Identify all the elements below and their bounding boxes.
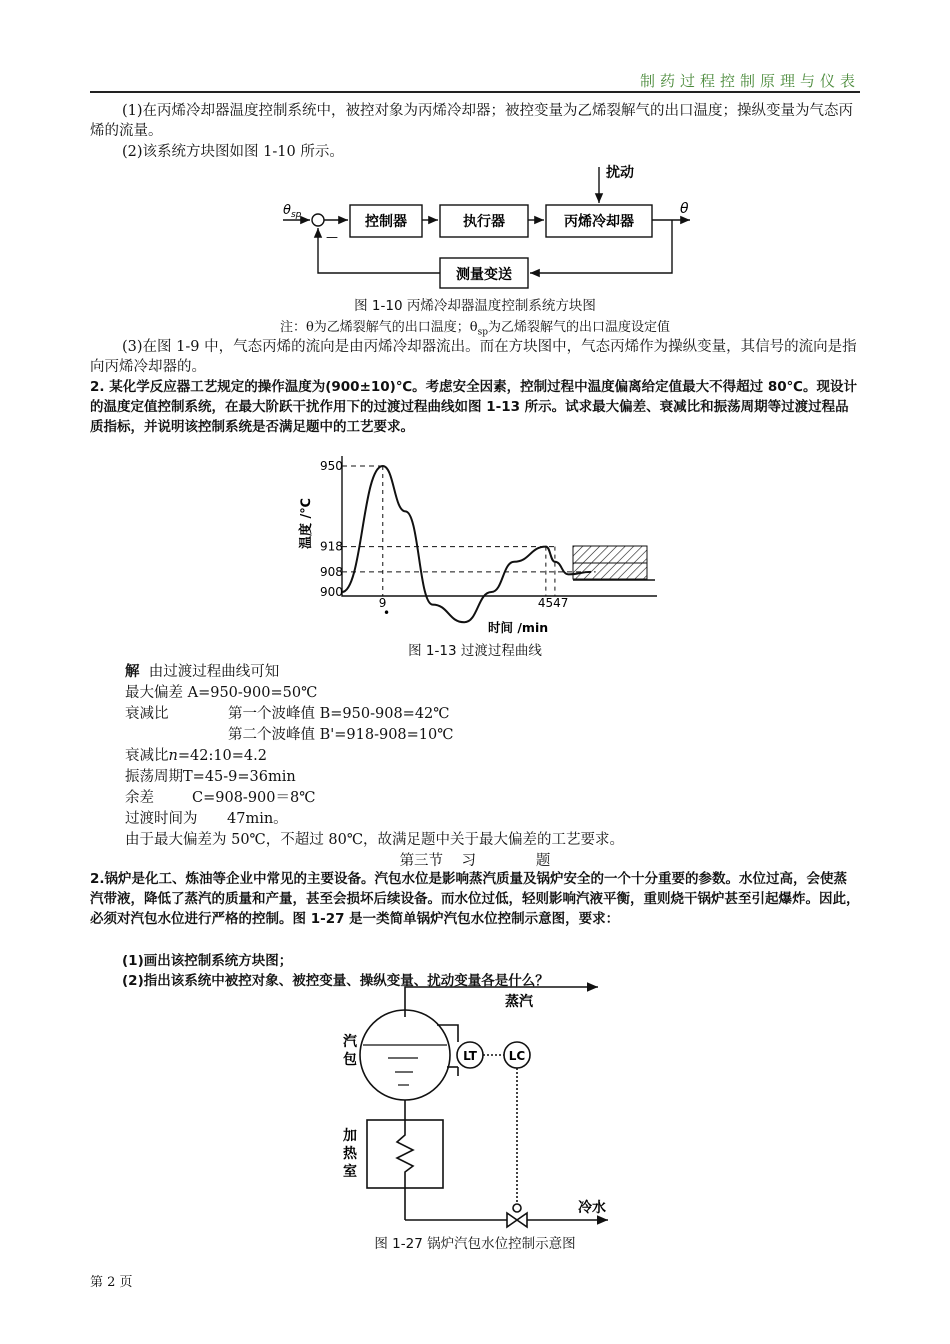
- q1-paragraph-2: (2)该系统方块图如图 1-10 所示。: [122, 144, 344, 160]
- drum-label-1: 汽: [343, 1034, 357, 1050]
- disturbance-label: 扰动: [606, 165, 634, 181]
- controller-label: 控制器: [365, 214, 407, 230]
- q2-paragraph: 2. 某化学反应器工艺规定的操作温度为(900±10)℃。考虑安全因素，控制过程中温度偏离给定值最大不得超过 80℃。现设计的温度定值控制系统，在最大阶跃干扰作用下的过渡过程曲线如图 1-13 所示。试求最大偏差、衰减比和振荡周期等过渡过程品质指标，并说明该控制系统是否满足题中的工艺要求。: [90, 379, 858, 435]
- q3-paragraph-3: (2)指出该系统中被控对象、被控变量、操纵变量、扰动变量各是什么？: [122, 973, 549, 989]
- solution-settling-value: 47min。: [227, 811, 288, 827]
- actuator-label: 执行器: [463, 214, 505, 230]
- steam-pipe: [405, 987, 598, 1017]
- solution-offset-label: 余差: [125, 790, 154, 806]
- control-valve-left: [507, 1213, 517, 1227]
- fig-1-10-note: 注：θ为乙烯裂解气的出口温度；$\theta_{sp}$为乙烯裂解气的出口温度设定值: [279, 320, 671, 338]
- drum-label-2: 包: [343, 1052, 357, 1068]
- solution-conclusion: 由于最大偏差为 50℃，不超过 80℃，故满足题中关于最大偏差的工艺要求。: [125, 832, 625, 848]
- solution-period: 振荡周期T=45-9=36min: [125, 769, 296, 785]
- chart-ylabel: 温度 /℃: [299, 497, 314, 549]
- solution-max-deviation: 最大偏差 A=950-900=50℃: [125, 685, 318, 701]
- heat-label-3: 室: [343, 1164, 357, 1180]
- fig-1-10-caption: 图 1-10 丙烯冷却器温度控制系统方块图: [354, 298, 596, 314]
- q3-paragraph-1: 2.锅炉是化工、炼油等企业中常见的主要设备。汽包水位是影响蒸汽质量及锅炉安全的一个十分重要的参数。水位过高，会使蒸汽带液，降低了蒸汽的质量和产量，甚至会损坏后续设备。而水位过低，轻则影响汽液平衡，重则烧干锅炉甚至引起爆炸。因此，必须对汽包水位进行严格的控制。图 1-27 是一类简单锅炉汽包水位控制示意图，要求：: [90, 871, 860, 927]
- y-tick-label: 908: [320, 564, 343, 579]
- q1-paragraph-1: (1)在丙烯冷却器温度控制系统中，被控对象为丙烯冷却器；被控变量为乙烯裂解气的出口温度；操纵变量为气态丙烯的流量。: [90, 103, 854, 139]
- q3-paragraph-2: (1)画出该控制系统方块图；: [122, 953, 293, 969]
- solution-decay-label: 衰减比: [125, 706, 169, 722]
- solution-second-peak: 第二个波峰值 B'=918-908=10℃: [228, 727, 454, 743]
- y-tick-label: 950: [320, 459, 343, 473]
- heat-label-2: 热: [343, 1146, 357, 1162]
- section-heading: 第三节 习 题: [399, 853, 551, 869]
- input-label: $\theta_{sp}$: [283, 203, 302, 220]
- lt-label: LT: [463, 1049, 477, 1063]
- x-tick-label: 4547: [537, 596, 569, 610]
- chart-xlabel: 时间 /min: [488, 620, 549, 635]
- control-valve-right: [517, 1213, 527, 1227]
- lc-label: LC: [508, 1049, 526, 1063]
- solution-first-peak: 第一个波峰值 B=950-908=42℃: [228, 706, 450, 722]
- sensor-label: 测量变送: [456, 267, 512, 283]
- fig-1-27-caption: 图 1-27 锅炉汽包水位控制示意图: [374, 1236, 576, 1252]
- y-tick-label: 918: [320, 539, 343, 554]
- water-label: 冷水: [578, 1200, 606, 1216]
- solution-decay-ratio: 衰减比n=42:10=4.2: [125, 748, 267, 764]
- steam-drum: [360, 1010, 450, 1100]
- q1-paragraph-3: (3)在图 1-9 中，气态丙烯的流向是由丙烯冷却器流出。而在方块图中，气态丙烯作为操纵变量，其信号的流向是指向丙烯冷却器的。: [90, 339, 857, 375]
- solution-intro: 解 由过渡过程曲线可知: [125, 664, 280, 680]
- page-number: 第 2 页: [90, 1275, 133, 1290]
- heat-label-1: 加: [343, 1128, 357, 1144]
- y-tick-label: 900: [320, 585, 343, 599]
- fig-1-13-caption: 图 1-13 过渡过程曲线: [408, 643, 542, 659]
- chart-dot: •: [383, 606, 391, 620]
- x-tick-label: 9: [378, 596, 387, 610]
- solution-offset-value: C=908-900＝8℃: [192, 790, 316, 806]
- minus-sign: —: [326, 230, 338, 244]
- header-title: 制药过程控制原理与仪表: [639, 72, 860, 90]
- solution-settling-label: 过渡时间为: [125, 811, 198, 827]
- steam-label: 蒸汽: [505, 994, 533, 1010]
- output-label: θ: [680, 201, 689, 217]
- process-label: 丙烯冷却器: [564, 214, 634, 230]
- heating-coil: [397, 1120, 413, 1188]
